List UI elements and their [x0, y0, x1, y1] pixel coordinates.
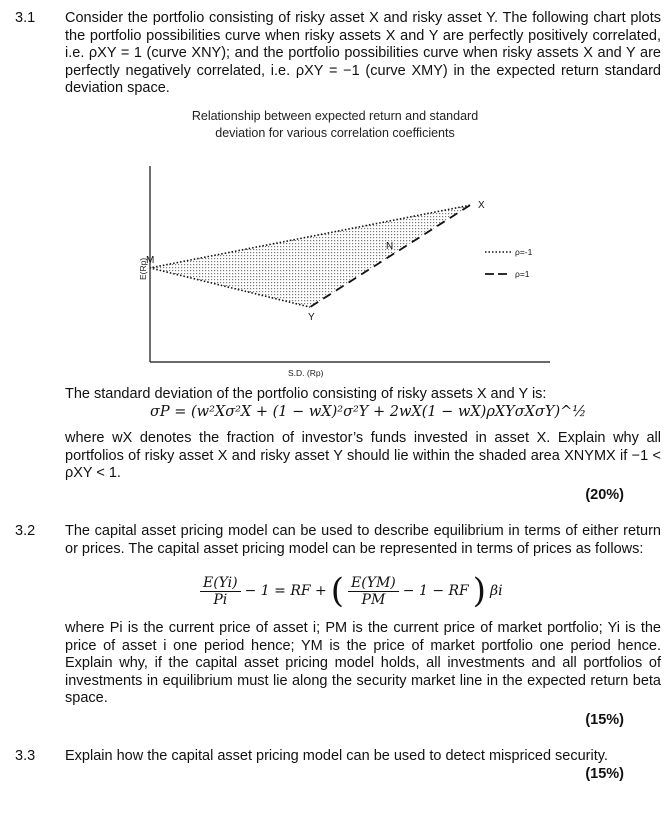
shaded-area-xmy	[150, 205, 470, 307]
question-3-1-intro: Consider the portfolio consisting of risky asset X and risky asset Y. The following chart plots the portfolio possibilities curve when risky assets X and Y are perfectly positively correlated, i.e. ρXY = 1 (curve XNY); and the portfolio possibilities curve when risky assets X and Y are perfectly negatively correlated, i.e. ρXY = −1 (curve XMY) in the expected return standard deviation space.	[65, 10, 661, 97]
question-3-1-explain: where wX denotes the fraction of investor’s funds invested in asset X. Explain why all portfolios of risky asset X and risky asset Y should lie within the shaded area XNYMX if −1 < ρXY < 1.	[65, 430, 661, 482]
question-number-3-2: 3.2	[15, 523, 36, 539]
point-label-m: M	[146, 254, 155, 266]
question-number-3-1: 3.1	[15, 10, 36, 26]
question-3-3-marks: (15%)	[585, 766, 624, 782]
formula-middle: − 1 = RF +	[244, 583, 327, 599]
portfolio-sd-formula: σP = (w²Xσ²X + (1 − wX)²σ²Y + 2wX(1 − wX)ρXYσXσY)^½	[150, 404, 587, 420]
formula-tail: − 1 − RF	[402, 583, 469, 599]
point-label-x: X	[478, 200, 485, 212]
question-number-3-3: 3.3	[15, 748, 36, 764]
formula-beta: βi	[490, 583, 503, 599]
formula-lhs-denominator: Pi	[213, 591, 228, 608]
capm-price-formula: $\frac{E(Yi)}{Pi}$ − 1 = RF + ( $\frac{E(YM)}{PM}$ − 1 − RF ) βi	[200, 574, 503, 608]
x-axis-label: S.D. (Rp)	[288, 368, 324, 378]
question-3-3-text: Explain how the capital asset pricing model can be used to detect mispriced security.	[65, 748, 608, 764]
question-3-1-marks: (20%)	[585, 487, 624, 503]
point-label-y: Y	[308, 312, 315, 324]
y-axis-label: E(Rp)	[138, 257, 148, 280]
formula-inner-denominator: PM	[361, 591, 386, 608]
chart-title-line2: deviation for various correlation coefficients	[215, 126, 455, 140]
point-label-n: N	[386, 241, 394, 253]
legend-label-rho-minus-1: ρ=-1	[515, 247, 533, 257]
question-3-2-marks: (15%)	[585, 712, 624, 728]
chart-title-line1: Relationship between expected return and standard	[191, 109, 479, 123]
question-3-2-intro: The capital asset pricing model can be used to describe equilibrium in terms of either return or prices. The capital asset pricing model can be represented in terms of prices as follows:	[65, 523, 661, 557]
formula-inner-numerator: E(YM)	[348, 575, 399, 592]
formula-lhs-numerator: E(Yi)	[200, 575, 241, 592]
legend-label-rho-1: ρ=1	[515, 269, 530, 279]
question-3-2-explain: where Pi is the current price of asset i; PM is the current price of market portfolio; Yi is the price of asset i one period hence; YM is the price of market portfolio one period hence. Explain why, if the capital asset pricing model holds, all investments and all portfolios of investments in equilibrium must lie along the security market line in the expected return beta space.	[65, 620, 661, 707]
risk-return-chart	[130, 150, 570, 382]
question-3-1-sd-sentence: The standard deviation of the portfolio consisting of risky assets X and Y is:	[65, 386, 547, 402]
